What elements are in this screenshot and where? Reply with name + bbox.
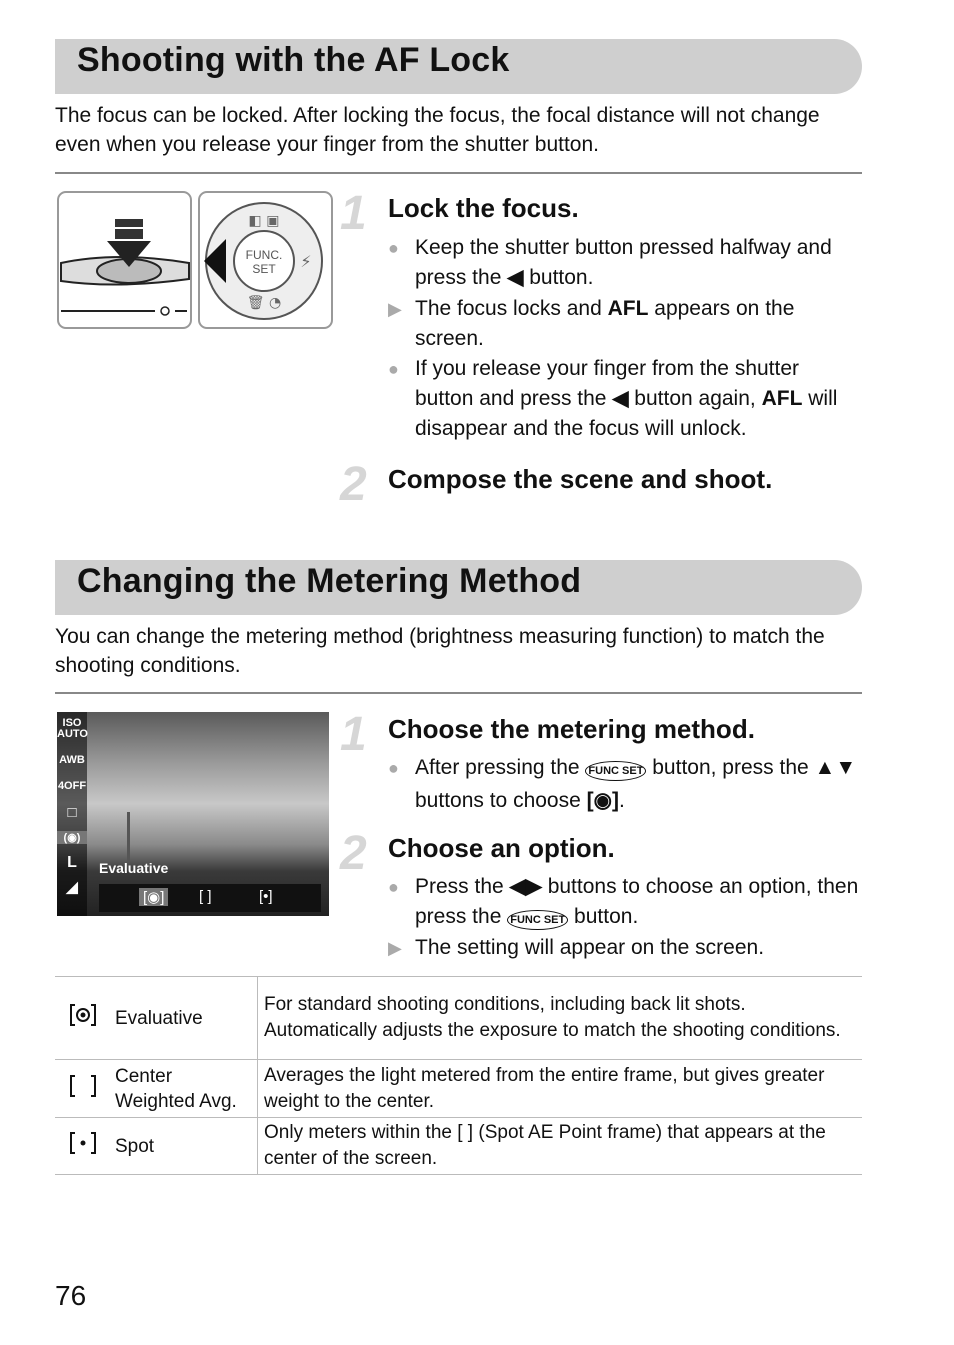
- result-arrow-icon: ▶: [388, 299, 402, 319]
- section-title: Shooting with the AF Lock: [77, 41, 510, 79]
- table-row: [55, 1060, 862, 1118]
- bullet-dot-icon: ●: [388, 238, 399, 258]
- bullet-item: ● After pressing the FUNC SET button, press the ▲▼ buttons to choose [◉].: [388, 753, 863, 816]
- flash-off-icon: 4OFF: [57, 780, 87, 792]
- section-banner-metering: [55, 560, 862, 615]
- option-description: Only meters within the [ ] (Spot AE Point frame) that appears at the center of the screen.: [258, 1118, 863, 1175]
- section-intro: You can change the metering method (brightness measuring function) to match the shooting conditions.: [55, 625, 825, 677]
- result-arrow-icon: ▶: [388, 938, 402, 958]
- section-banner-af-lock: [55, 39, 862, 94]
- table-row: [55, 977, 862, 1060]
- center-weighted-icon: [55, 1060, 111, 1118]
- option-name: Center Weighted Avg.: [111, 1060, 258, 1118]
- step-title: Choose the metering method.: [388, 714, 755, 744]
- section-intro: The focus can be locked. After locking the focus, the focal distance will not change even when you release your finger from the shutter button.: [55, 104, 820, 156]
- bullet-item: ▶ The setting will appear on the screen.: [388, 933, 863, 963]
- divider: [55, 172, 862, 174]
- bullet-item: ▶ The focus locks and AFL appears on the screen.: [388, 294, 863, 354]
- evaluative-option-icon: [◉]: [139, 888, 168, 906]
- up-down-arrow-icon: ▲▼: [814, 756, 857, 779]
- spot-option-icon: [•]: [259, 888, 273, 905]
- afl-icon: AFL: [761, 387, 803, 410]
- bullet-dot-icon: ●: [388, 758, 399, 778]
- option-name: Evaluative: [111, 977, 258, 1060]
- awb-icon: AWB: [59, 754, 85, 766]
- step-title: Compose the scene and shoot.: [388, 464, 773, 494]
- image-size-icon: L: [67, 854, 77, 871]
- step-number: 2: [340, 827, 367, 880]
- step-number: 2: [340, 458, 367, 511]
- bullet-item: ● Keep the shutter button pressed halfway and press the ◀ button.: [388, 233, 863, 293]
- svg-text:⚡: ⚡: [300, 252, 312, 271]
- svg-text:◧ ▣: ◧ ▣: [248, 213, 280, 229]
- metering-options-table: [55, 976, 862, 1175]
- spot-frame-icon: [ ]: [457, 1122, 474, 1143]
- step-title: Choose an option.: [388, 833, 615, 863]
- left-right-arrow-icon: ◀▶: [509, 875, 542, 898]
- screen-mode-label: Evaluative: [99, 860, 169, 876]
- func-set-icon: FUNC SET: [585, 761, 646, 781]
- bullet-dot-icon: ●: [388, 359, 399, 379]
- svg-text:🗑 ◔: 🗑 ◔: [246, 295, 282, 311]
- table-row: [55, 1118, 862, 1175]
- left-arrow-icon: ◀: [612, 387, 629, 410]
- metering-icon: (◉): [57, 831, 87, 844]
- screen-tower: [127, 812, 130, 862]
- section-title: Changing the Metering Method: [77, 562, 582, 600]
- control-dial-illustration: [198, 191, 333, 329]
- step-number: 1: [340, 187, 367, 240]
- afl-icon: AFL: [607, 297, 649, 320]
- option-description: For standard shooting conditions, including back lit shots. Automatically adjusts the exposure to match the shooting conditions.: [258, 977, 863, 1060]
- option-description: Averages the light metered from the entire frame, but gives greater weight to the center.: [258, 1060, 863, 1118]
- func-set-icon: FUNC SET: [507, 910, 568, 930]
- divider: [55, 692, 862, 694]
- quality-icon: ◢: [66, 879, 78, 896]
- screen-side-menu: [57, 712, 87, 916]
- left-arrow-icon: ◀: [507, 266, 524, 289]
- center-weighted-option-icon: [ ]: [199, 888, 212, 905]
- camera-screen-illustration: [57, 712, 329, 916]
- shutter-button-illustration: [57, 191, 192, 329]
- svg-text:SET: SET: [252, 262, 276, 276]
- svg-text:FUNC.: FUNC.: [245, 248, 283, 262]
- screen-option-bar: [99, 884, 321, 912]
- evaluative-icon: [55, 977, 111, 1060]
- iso-icon: ISO AUTO: [57, 717, 88, 740]
- step-number: 1: [340, 708, 367, 761]
- drive-mode-icon: □: [67, 804, 77, 821]
- option-name: Spot: [111, 1118, 258, 1175]
- evaluative-icon: [◉]: [586, 789, 619, 812]
- step-title: Lock the focus.: [388, 193, 579, 223]
- bullet-item: ● If you release your finger from the shutter button and press the ◀ button again, AFL will disappear and the focus will unlock.: [388, 354, 863, 444]
- spot-icon: [55, 1118, 111, 1175]
- bullet-item: ● Press the ◀▶ buttons to choose an option, then press the FUNC SET button.: [388, 872, 863, 935]
- bullet-dot-icon: ●: [388, 877, 399, 897]
- page-number: 76: [55, 1280, 87, 1311]
